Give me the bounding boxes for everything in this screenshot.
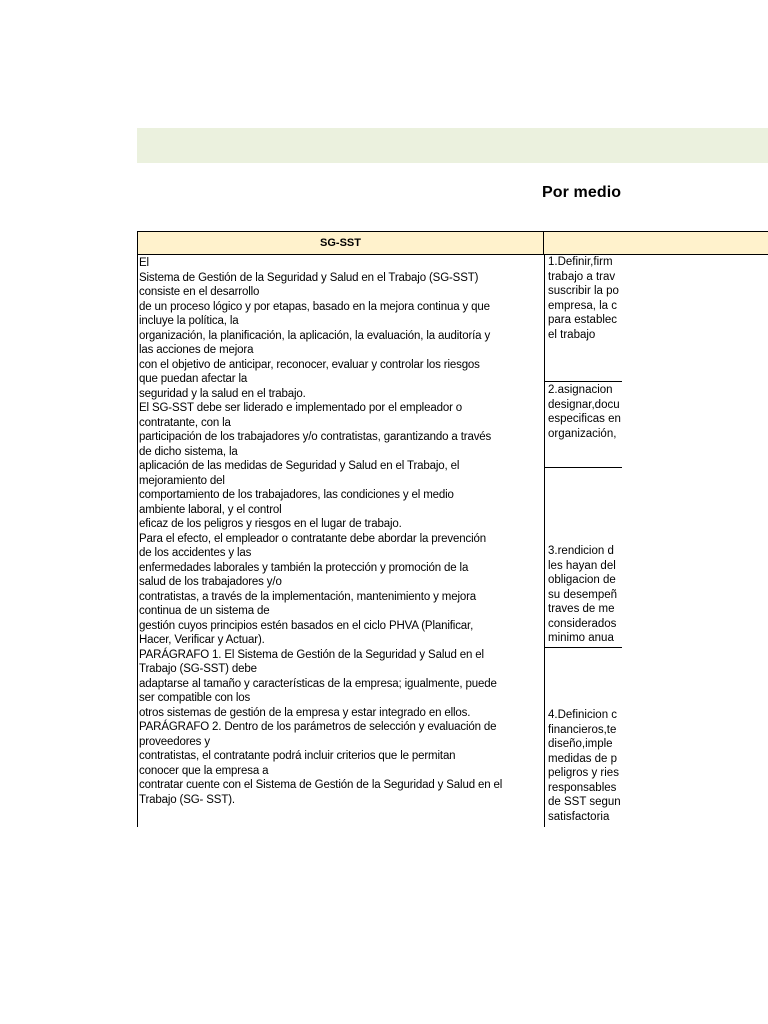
- text-line: contratante, con la: [139, 416, 231, 429]
- right-column: [545, 255, 622, 827]
- text-line: 4.Definicion c: [548, 709, 618, 721]
- table-cell-1: [545, 255, 622, 383]
- text-line: financieros,te: [548, 723, 617, 736]
- text-line: 1.Definir,firm: [548, 256, 613, 268]
- table-cell-3: [545, 544, 622, 648]
- text-line: eficaz de los peligros y riesgos en el lugar de trabajo.: [139, 518, 402, 530]
- text-line: especificas en: [548, 413, 621, 425]
- text-line: ambiente laboral, y el control: [139, 503, 282, 516]
- text-line: incluye la política, la: [139, 315, 239, 327]
- text-line: seguridad y la salud en el trabajo.: [139, 387, 306, 400]
- text-line: traves de me: [548, 603, 615, 615]
- text-line: mejoramiento del: [139, 474, 225, 487]
- text-line: contratar cuente con el Sistema de Gestión de la Seguridad y Salud en el: [139, 779, 503, 791]
- text-line: de SST segun: [548, 796, 621, 808]
- text-line: El: [139, 257, 149, 269]
- text-line: que puedan afectar la: [139, 373, 248, 385]
- text-line: suscribir la po: [548, 285, 619, 297]
- text-line: responsables: [548, 781, 617, 794]
- text-line: ser compatible con los: [139, 692, 251, 704]
- text-line: les hayan del: [548, 559, 616, 572]
- text-line: comportamiento de los trabajadores, las condiciones y el medio: [139, 489, 454, 501]
- text-line: minimo anua: [548, 632, 614, 644]
- text-line: de dicho sistema, la: [139, 445, 238, 458]
- text-line: Trabajo (SG-SST) debe: [139, 663, 257, 675]
- text-line: las acciones de mejora: [139, 344, 254, 356]
- column-header-right: [544, 231, 768, 255]
- text-line: Para el efecto, el empleador o contratante debe abordar la prevención: [139, 532, 487, 545]
- text-line: su desempeñ: [548, 588, 618, 601]
- text-line: el trabajo: [548, 328, 596, 341]
- cell-divider: [545, 467, 622, 468]
- text-line: El SG-SST debe ser liderado e implementado por el empleador o: [139, 402, 463, 414]
- text-line: aplicación de las medidas de Seguridad y Salud en el Trabajo, el: [139, 460, 460, 472]
- text-line: Trabajo (SG- SST).: [139, 793, 235, 806]
- text-line: obligacion de: [548, 574, 616, 586]
- header-band: [137, 128, 768, 163]
- text-line: gestión cuyos principios estén basados en el ciclo PHVA (Planificar,: [139, 619, 474, 632]
- text-line: Hacer, Verificar y Actuar).: [139, 634, 265, 646]
- text-line: de los accidentes y las: [139, 547, 252, 559]
- text-line: proveedores y: [139, 735, 210, 748]
- table-border-left: [137, 255, 138, 827]
- text-line: organización,: [548, 427, 617, 440]
- text-line: conocer que la empresa a: [139, 764, 269, 777]
- text-line: adaptarse al tamaño y características de la empresa; igualmente, puede: [139, 677, 497, 690]
- text-line: PARÁGRAFO 2. Dentro de los parámetros de selección y evaluación de: [139, 721, 497, 733]
- text-line: considerados: [548, 617, 617, 630]
- table-cell-2: [545, 383, 622, 469]
- text-line: organización, la planificación, la aplicación, la evaluación, la auditoría y: [139, 329, 491, 342]
- text-line: para establec: [548, 314, 618, 326]
- text-line: 3.rendicion d: [548, 545, 614, 557]
- text-line: satisfactoria: [548, 810, 610, 823]
- text-line: designar,docu: [548, 398, 620, 411]
- text-line: empresa, la c: [548, 299, 618, 312]
- cell-divider: [545, 647, 622, 648]
- text-line: continua de un sistema de: [139, 605, 270, 617]
- text-line: salud de los trabajadores y/o: [139, 576, 282, 588]
- column-header-sg-sst: SG-SST: [137, 231, 544, 255]
- text-line: contratistas, el contratante podrá incluir criterios que le permitan: [139, 750, 456, 762]
- text-line: 2.asignacion: [548, 384, 613, 396]
- text-line: diseño,imple: [548, 738, 613, 750]
- text-line: Sistema de Gestión de la Seguridad y Salud en el Trabajo (SG-SST): [139, 271, 479, 284]
- sg-sst-definition-cell: [139, 256, 543, 807]
- text-line: contratistas, a través de la implementación, mantenimiento y mejora: [139, 590, 477, 603]
- text-line: peligros y ries: [548, 767, 619, 779]
- text-line: trabajo a trav: [548, 270, 616, 283]
- text-line: participación de los trabajadores y/o contratistas, garantizando a través: [139, 431, 492, 443]
- text-line: con el objetivo de anticipar, reconocer, evaluar y controlar los riesgos: [139, 358, 480, 371]
- text-line: de un proceso lógico y por etapas, basado en la mejora continua y que: [139, 300, 490, 313]
- text-line: PARÁGRAFO 1. El Sistema de Gestión de la Seguridad y Salud en el: [139, 648, 484, 661]
- text-line: medidas de p: [548, 752, 618, 765]
- page-title: Por medio: [542, 184, 622, 201]
- text-line: enfermedades laborales y también la protección y promoción de la: [139, 561, 469, 574]
- table-cell-4: [545, 708, 622, 827]
- cell-divider: [545, 381, 622, 382]
- text-line: otros sistemas de gestión de la empresa y estar integrado en ellos.: [139, 706, 471, 719]
- text-line: consiste en el desarrollo: [139, 286, 260, 298]
